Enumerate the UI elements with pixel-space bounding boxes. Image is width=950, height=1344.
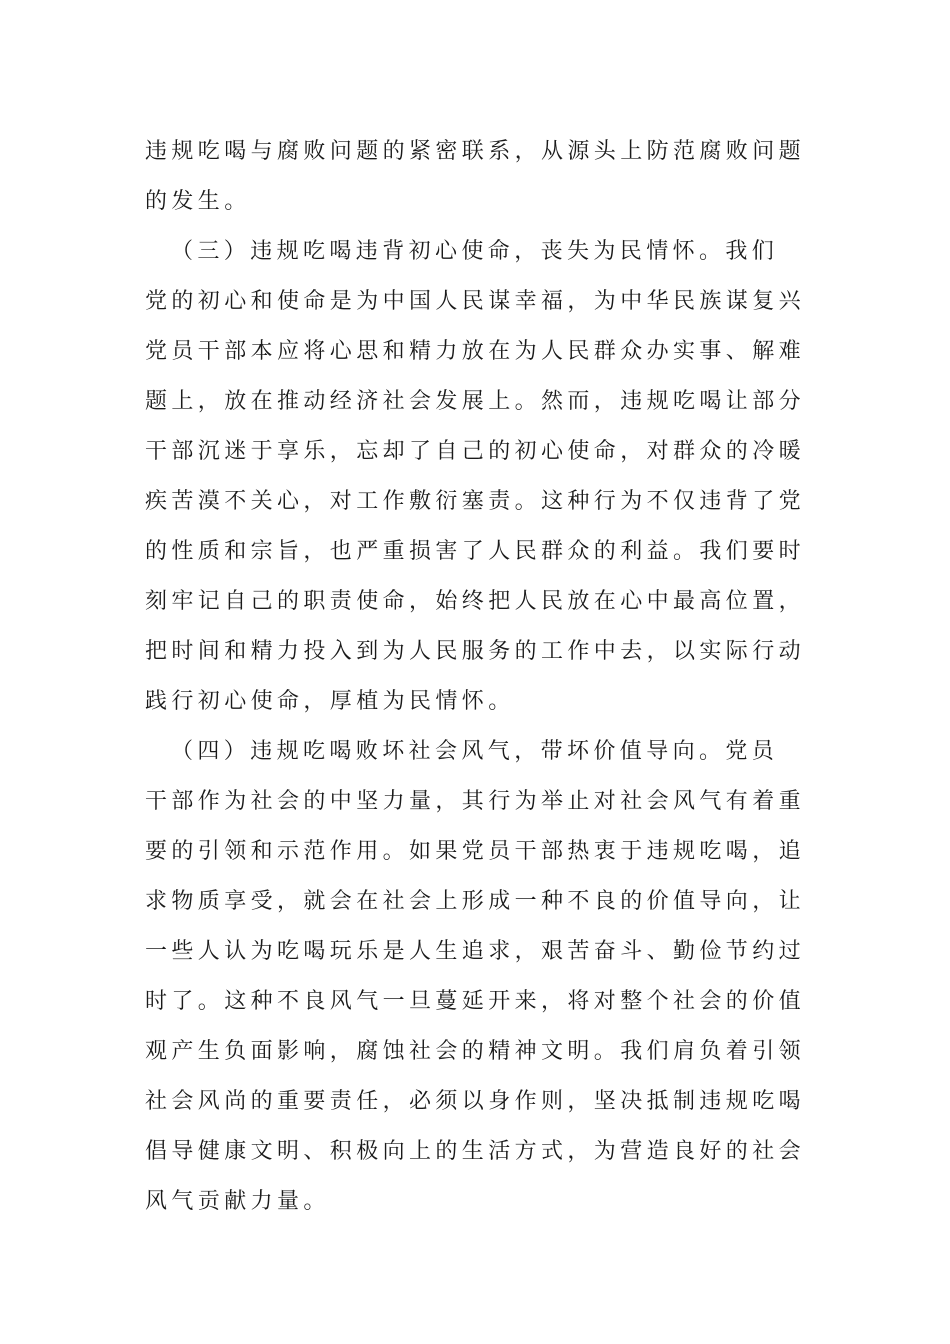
section-heading-line: （四）违规吃喝败坏社会风气，带坏价值导向。党员 (171, 739, 779, 764)
text-line: 求物质享受，就会在社会上形成一种不良的价值导向，让 (145, 889, 806, 914)
text-line: 党员干部本应将心思和精力放在为人民群众办实事、解难 (145, 339, 806, 364)
text-line: 干部作为社会的中坚力量，其行为举止对社会风气有着重 (145, 789, 806, 814)
text-line: 违规吃喝与腐败问题的紧密联系，从源头上防范腐败问题 (145, 139, 806, 164)
text-line: 干部沉迷于享乐，忘却了自己的初心使命，对群众的冷暖 (145, 439, 806, 464)
text-line: 时了。这种不良风气一旦蔓延开来，将对整个社会的价值 (145, 989, 806, 1014)
text-line: 一些人认为吃喝玩乐是人生追求，艰苦奋斗、勤俭节约过 (145, 939, 806, 964)
text-line: 社会风尚的重要责任，必须以身作则，坚决抵制违规吃喝 (145, 1089, 806, 1114)
text-line: 刻牢记自己的职责使命，始终把人民放在心中最高位置， (145, 589, 806, 614)
text-line: 题上，放在推动经济社会发展上。然而，违规吃喝让部分 (145, 389, 806, 414)
document-body (145, 127, 825, 1227)
text-line: 疾苦漠不关心，对工作敷衍塞责。这种行为不仅违背了党 (145, 489, 806, 514)
text-line: 的发生。 (145, 189, 251, 214)
text-line: 把时间和精力投入到为人民服务的工作中去，以实际行动 (145, 639, 806, 664)
section-heading-line: （三）违规吃喝违背初心使命，丧失为民情怀。我们 (171, 239, 779, 264)
text-line: 践行初心使命，厚植为民情怀。 (145, 689, 515, 714)
text-line: 观产生负面影响，腐蚀社会的精神文明。我们肩负着引领 (145, 1039, 806, 1064)
text-line: 党的初心和使命是为中国人民谋幸福，为中华民族谋复兴 (145, 289, 806, 314)
text-line: 倡导健康文明、积极向上的生活方式，为营造良好的社会 (145, 1139, 806, 1164)
text-line: 要的引领和示范作用。如果党员干部热衷于违规吃喝，追 (145, 839, 806, 864)
text-line: 的性质和宗旨，也严重损害了人民群众的利益。我们要时 (145, 539, 806, 564)
text-line: 风气贡献力量。 (145, 1189, 330, 1214)
